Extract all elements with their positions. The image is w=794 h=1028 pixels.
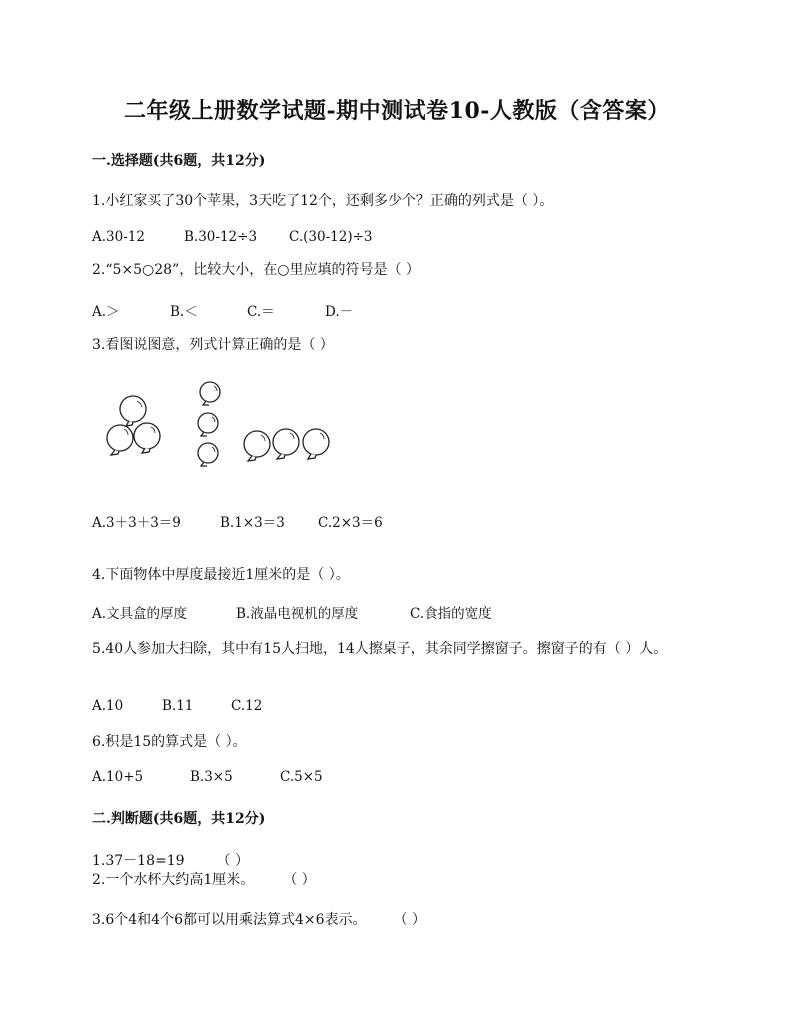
balloons-figure xyxy=(95,376,345,476)
option-a: A.10 xyxy=(92,698,124,714)
judge-item-3 xyxy=(92,909,426,929)
option-c: C.＝ xyxy=(247,304,275,320)
judge-item-blank: （ ） xyxy=(400,912,426,928)
question-4: 4.下面物体中厚度最接近1厘米的是（ ）。 xyxy=(92,567,350,583)
section-heading-choice: 一.选择题(共6题，共12分) xyxy=(92,153,266,169)
option-c: C.2×3＝6 xyxy=(318,515,383,531)
option-a: A.3＋3＋3＝9 xyxy=(92,515,181,531)
option-c: C.食指的宽度 xyxy=(410,606,492,622)
balloon-group-2 xyxy=(198,382,220,466)
judge-item-blank: （ ） xyxy=(216,853,249,869)
question-1-options xyxy=(92,229,373,245)
question-2: 2.“5×5○28”，比较大小，在○里应填的符号是（ ） xyxy=(92,262,420,278)
judge-item-text: 2.一个水杯大约高1厘米。 xyxy=(92,872,255,888)
option-b: B.11 xyxy=(162,698,194,714)
question-1: 1.小红家买了30个苹果，3天吃了12个，还剩多少个？正确的列式是（ ）。 xyxy=(92,193,554,209)
option-a: A.文具盒的厚度 xyxy=(92,606,188,622)
option-a: A.10+5 xyxy=(92,769,144,785)
option-b: B.3×5 xyxy=(190,769,233,785)
question-3-options xyxy=(92,511,383,531)
option-d: D.－ xyxy=(325,304,354,320)
question-3: 3.看图说图意，列式计算正确的是（ ） xyxy=(92,337,334,353)
option-b: B.1×3＝3 xyxy=(220,515,285,531)
option-c: C.(30-12)÷3 xyxy=(289,229,373,245)
judge-item-2 xyxy=(92,869,316,889)
question-4-options xyxy=(92,602,492,622)
question-6: 6.积是15的算式是（ ）。 xyxy=(92,734,247,750)
option-a: A.30-12 xyxy=(92,229,145,245)
question-6-options xyxy=(92,769,323,785)
option-a: A.＞ xyxy=(92,304,120,320)
question-5-options xyxy=(92,698,262,714)
option-b: B.液晶电视机的厚度 xyxy=(236,606,359,622)
judge-item-text: 1.37－18=19 xyxy=(92,853,185,869)
option-c: C.12 xyxy=(231,698,263,714)
question-5: 5.40人参加大扫除，其中有15人扫地，14人擦桌子，其余同学擦窗子。擦窗子的有（ ）人。 xyxy=(92,641,668,657)
balloon-group-3 xyxy=(244,429,329,461)
judge-item-1 xyxy=(92,850,249,870)
section-heading-judge: 二.判断题(共6题，共12分) xyxy=(92,811,266,827)
option-c: C.5×5 xyxy=(280,769,323,785)
judge-item-blank: （ ） xyxy=(290,872,316,888)
balloon-group-1 xyxy=(107,396,160,455)
judge-item-text: 3.6个4和4个6都可以用乘法算式4×6表示。 xyxy=(92,912,367,928)
option-b: B.30-12÷3 xyxy=(184,229,258,245)
option-b: B.＜ xyxy=(170,304,198,320)
page-title: 二年级上册数学试题-期中测试卷10-人教版（含答案） xyxy=(124,98,670,124)
question-2-options xyxy=(92,300,353,320)
